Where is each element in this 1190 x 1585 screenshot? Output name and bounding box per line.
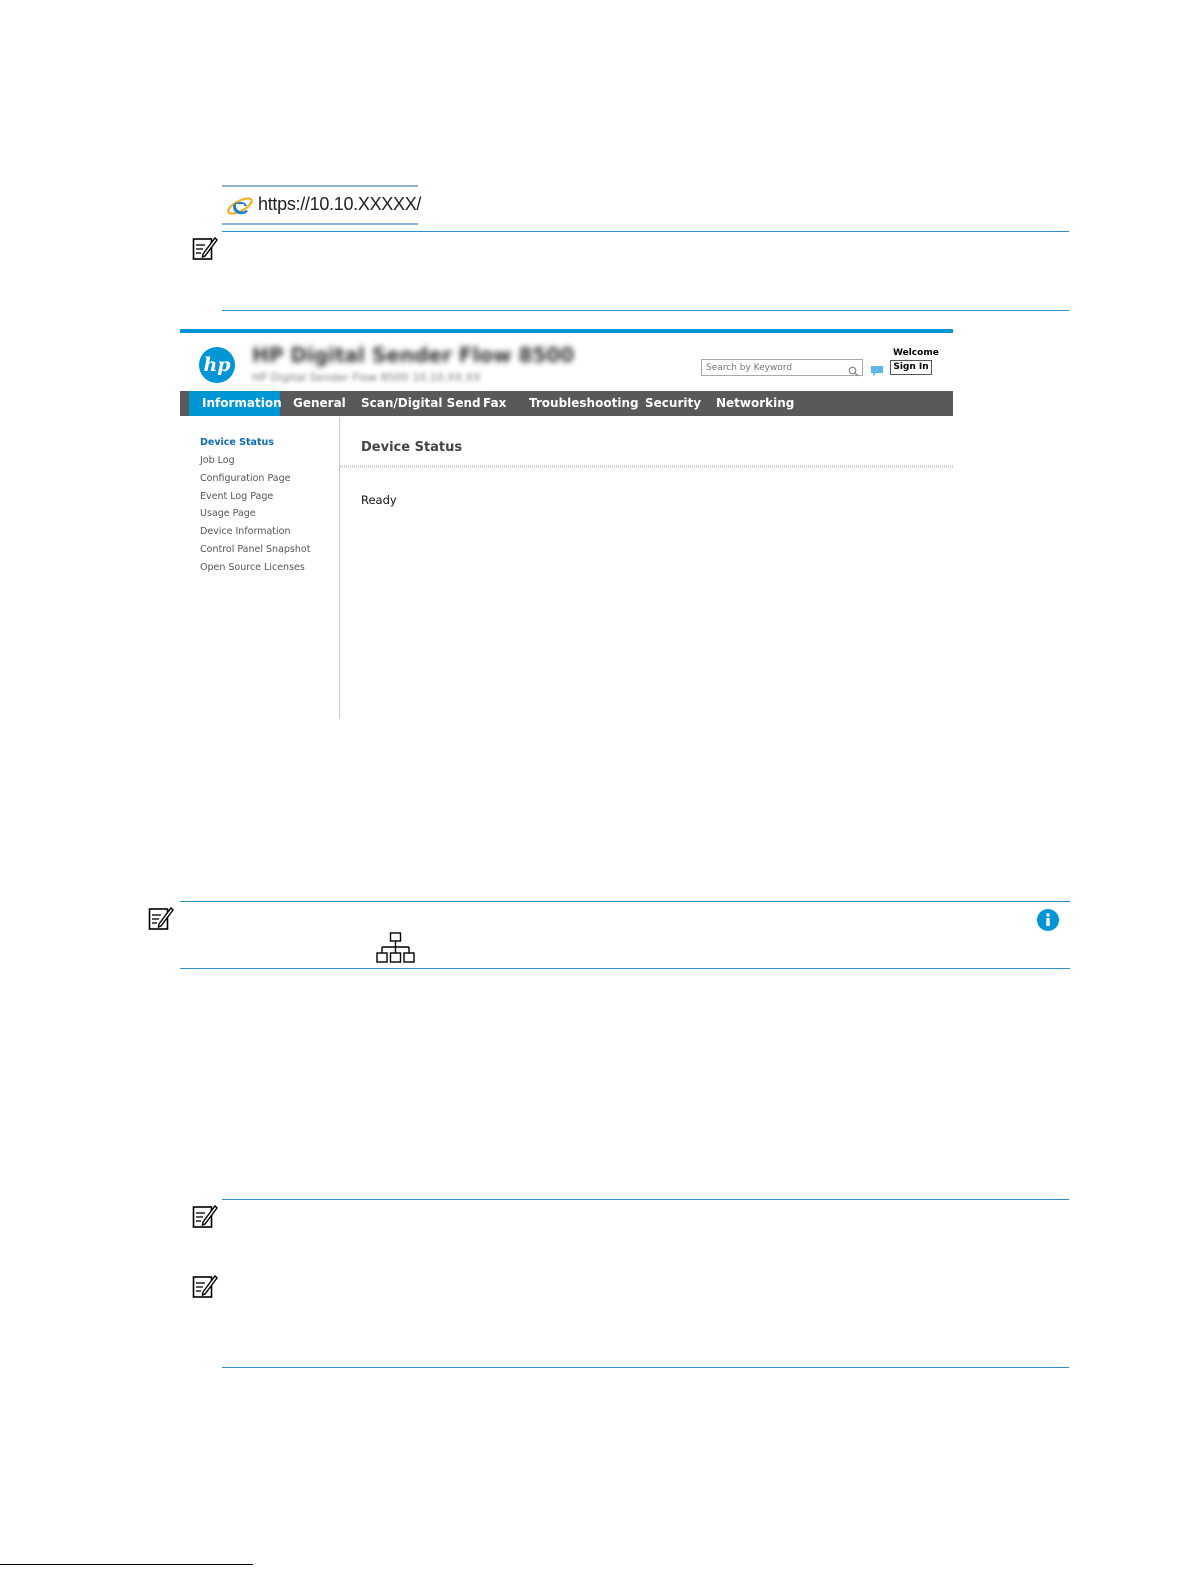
ews-screenshot bbox=[180, 329, 953, 715]
info-icon bbox=[1037, 909, 1059, 931]
footer-rule bbox=[0, 1564, 253, 1565]
sidebar-item-device-information[interactable]: Device Information bbox=[200, 526, 291, 537]
search-input[interactable] bbox=[702, 360, 846, 375]
note-top-rule bbox=[222, 231, 1069, 232]
sidebar-item-configuration-page[interactable]: Configuration Page bbox=[200, 473, 291, 484]
chat-icon[interactable] bbox=[870, 362, 884, 381]
sidebar-item-job-log[interactable]: Job Log bbox=[200, 455, 235, 466]
content-divider bbox=[340, 465, 953, 468]
ie-icon bbox=[226, 192, 254, 224]
note-top-rule bbox=[180, 901, 1070, 902]
note-bottom-rule bbox=[222, 1367, 1069, 1368]
welcome-label: Welcome bbox=[893, 348, 939, 358]
sidebar-item-usage-page[interactable]: Usage Page bbox=[200, 508, 256, 519]
sidebar-divider bbox=[339, 417, 340, 719]
note-top-rule bbox=[222, 1199, 1069, 1200]
tab-security[interactable]: Security bbox=[645, 396, 702, 410]
tab-networking[interactable]: Networking bbox=[716, 396, 795, 410]
tab-general[interactable]: General bbox=[293, 396, 346, 410]
content-title: Device Status bbox=[361, 440, 463, 455]
sidebar-item-event-log-page[interactable]: Event Log Page bbox=[200, 491, 274, 502]
note-bottom-rule bbox=[180, 968, 1070, 969]
note-bottom-rule bbox=[222, 310, 1069, 311]
note-icon bbox=[148, 905, 174, 931]
main-nav bbox=[180, 391, 953, 416]
search-icon[interactable] bbox=[848, 362, 859, 381]
browser-address-bar[interactable] bbox=[222, 185, 422, 225]
device-status-text: Ready bbox=[361, 493, 397, 507]
sidebar-item-control-panel-snapshot[interactable]: Control Panel Snapshot bbox=[200, 544, 311, 555]
sign-in-button[interactable]: Sign In bbox=[890, 360, 932, 375]
product-subtitle: HP Digital Sender Flow 8500 10.10.XX.XX bbox=[252, 371, 481, 384]
tab-fax[interactable]: Fax bbox=[483, 396, 507, 410]
search-box[interactable] bbox=[701, 359, 863, 376]
address-url[interactable]: https://10.10.XXXXX/ bbox=[258, 194, 422, 214]
hp-logo: hp bbox=[199, 347, 235, 383]
sidebar-item-open-source-licenses[interactable]: Open Source Licenses bbox=[200, 562, 305, 573]
tab-information[interactable]: Information bbox=[189, 391, 280, 416]
note-icon bbox=[192, 1203, 218, 1229]
tab-scan-digital-send[interactable]: Scan/Digital Send bbox=[361, 396, 481, 410]
product-name: HP Digital Sender Flow 8500 bbox=[252, 343, 575, 367]
sidebar-item-device-status[interactable]: Device Status bbox=[200, 437, 274, 448]
tab-troubleshooting[interactable]: Troubleshooting bbox=[529, 396, 639, 410]
note-icon bbox=[192, 1273, 218, 1299]
network-icon bbox=[376, 932, 416, 968]
note-icon bbox=[192, 235, 218, 261]
